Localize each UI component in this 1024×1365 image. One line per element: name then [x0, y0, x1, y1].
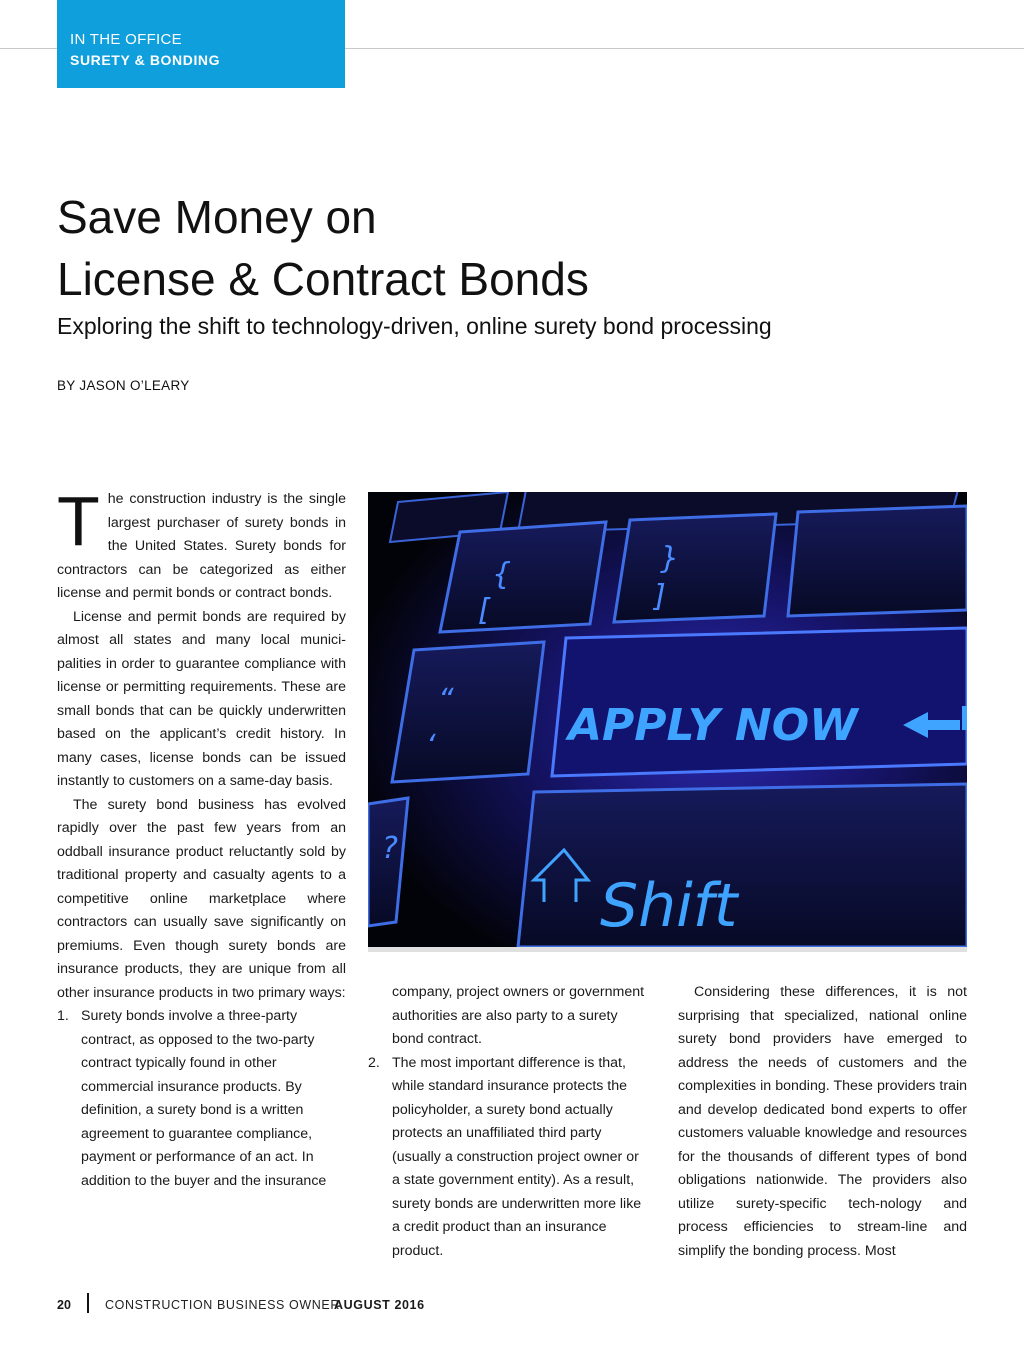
shift-key — [518, 784, 967, 947]
brace-open-legend: { — [492, 557, 512, 592]
magazine-name: CONSTRUCTION BUSINESS OWNER — [105, 1298, 340, 1312]
article-column-2 — [368, 981, 648, 1263]
list-item-2-text: The most important difference is that, while standard insurance protects the policyholder, a surety bond actually protects an unaffiliated third party (usually a construction project owner or a state government entity). As a result, surety bonds are underwritten more like a credit product than an insurance product. — [392, 1054, 642, 1259]
shift-legend: Shift — [600, 871, 738, 941]
key-bracket-open — [440, 522, 606, 632]
list-number-1: 1. — [57, 1008, 69, 1024]
list-item-1 — [57, 1005, 346, 1193]
article-title — [57, 186, 589, 310]
quote-legend: “ — [438, 683, 454, 718]
paragraph-evolution: The surety bond business has evolved rapidly over the past few years from an oddball insurance product reluctantly sold by traditional property and casualty agents to a competitive online marketplace where contractors can usually save significantly on premiums. Even though surety bonds are insurance products, they are unique from all other insurance products in two primary ways: — [57, 796, 346, 1001]
list-item-2 — [368, 1052, 648, 1264]
list-item-1-continued: company, project owners or government authorities are also party to a surety bond contract. — [392, 984, 645, 1047]
section-tab — [57, 0, 345, 88]
bracket-close-legend: ] — [654, 579, 666, 614]
brace-close-legend: } — [660, 541, 680, 576]
article-column-3 — [678, 981, 967, 1263]
section-topic: SURETY & BONDING — [70, 52, 221, 68]
title-line-2: License & Contract Bonds — [57, 253, 589, 305]
key-backslash — [788, 506, 967, 616]
apply-now-keyboard-photo — [368, 492, 967, 947]
photo-shadow — [368, 947, 967, 952]
page-number: 20 — [57, 1298, 71, 1312]
question-legend: ? — [382, 831, 398, 866]
apostrophe-legend: ‘ — [426, 729, 436, 764]
paragraph-intro-text: he construction industry is the single largest purchaser of surety bonds in the United States. Surety bonds for contractors can be categorized as either license and permit bonds or contract bonds. — [57, 491, 346, 601]
footer-divider — [87, 1293, 89, 1313]
paragraph-providers: Considering these differences, it is not surprising that specialized, national online surety bond providers have emerged to address the needs of customers and the complexities in bonding. These providers train and develop dedicated bond experts to offer customers valuable knowledge and resources for the thousands of different types of bond obligations nationwide. The providers also utilize surety-specific tech-nology and process efficiencies to stream-line and simplify the bonding process. Most — [678, 984, 967, 1259]
key-bracket-close — [614, 514, 776, 622]
bracket-open-legend: [ — [478, 593, 490, 628]
list-item-1-text: Surety bonds involve a three-party contract, as opposed to the two-party contract typically found in other commercial insurance products. By definition, a surety bond is a written agreement to guarantee compliance, payment or performance of an act. In addition to the buyer and the insurance — [81, 1008, 327, 1189]
title-line-1: Save Money on — [57, 191, 377, 243]
paragraph-license: License and permit bonds are required by almost all states and many local munici-palities in order to guarantee compliance with license or permitting requirements. These are small bonds that can be quickly underwritten based on the applicant’s credit history. In many cases, license bonds can be issued instantly to customers on a same-day basis. — [57, 608, 346, 789]
section-kicker: IN THE OFFICE — [70, 31, 182, 48]
list-number-2: 2. — [368, 1054, 380, 1071]
drop-cap: T — [57, 482, 100, 560]
paragraph-intro — [57, 482, 346, 606]
key-quote — [392, 642, 544, 782]
keyboard-illustration — [368, 492, 967, 947]
byline: BY JASON O’LEARY — [57, 378, 190, 393]
article-deck: Exploring the shift to technology-driven, online surety bond processing — [57, 313, 772, 339]
issue-date: AUGUST 2016 — [334, 1298, 425, 1312]
article-column-1 — [57, 482, 346, 1193]
apply-now-legend: APPLY NOW — [568, 700, 858, 751]
